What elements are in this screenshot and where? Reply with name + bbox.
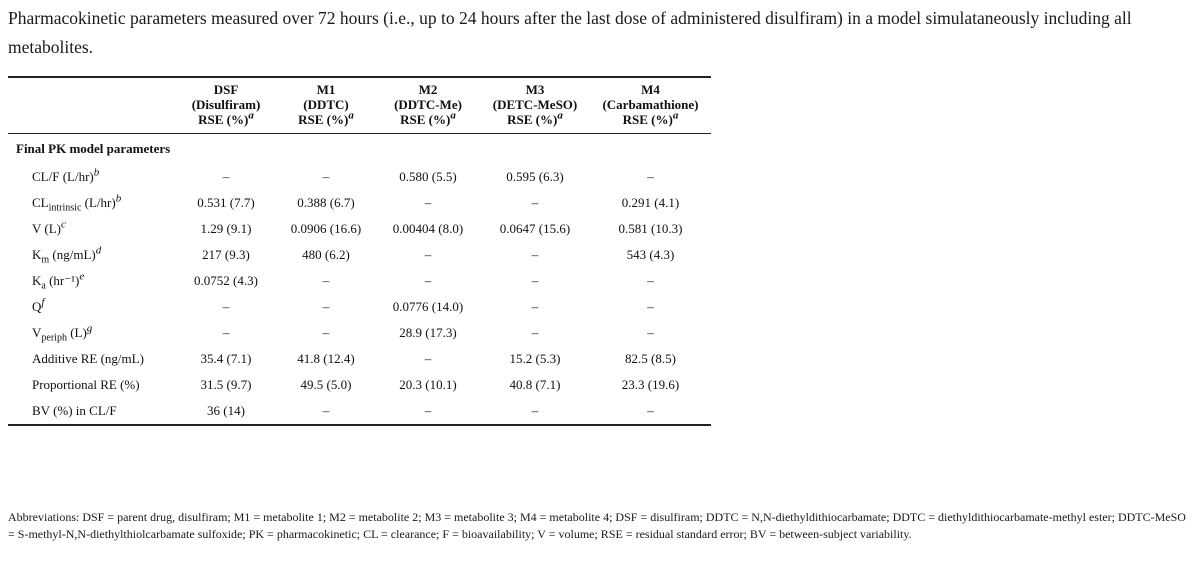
table-cell: 41.8 (12.4): [297, 351, 355, 366]
table-cell: –: [531, 273, 539, 288]
table-cell: 480 (6.2): [302, 247, 350, 262]
header-blank: [8, 77, 176, 134]
table-cell: –: [424, 403, 432, 418]
row-label-sup: f: [41, 296, 45, 309]
row-label-main: V (L): [32, 221, 62, 236]
row-label: [8, 346, 176, 372]
table-cell: –: [531, 299, 539, 314]
column-header: DSF (Disulfiram) RSE (%)$^a$: [191, 82, 261, 127]
table-cell: 0.581 (10.3): [618, 221, 683, 236]
pk-parameters-table: [8, 76, 711, 426]
table-cell: 35.4 (7.1): [200, 351, 252, 366]
table-cell: –: [424, 195, 432, 210]
section-title: Final PK model parameters: [16, 141, 171, 156]
table-cell: –: [531, 195, 539, 210]
row-label-sup: c: [61, 218, 66, 231]
row-label-main: CL: [32, 195, 49, 210]
row-label-sup: g: [86, 322, 93, 335]
row-label: [8, 190, 176, 216]
table-cell: –: [647, 403, 654, 418]
row-label-main: Proportional RE (%): [32, 377, 140, 392]
row-label-sub: periph: [41, 332, 67, 344]
table-row: [8, 242, 711, 268]
row-label: [8, 398, 176, 425]
table-cell: 1.29 (9.1): [200, 221, 252, 236]
table-cell: –: [322, 273, 330, 288]
row-label-main: Additive RE (ng/mL): [32, 351, 144, 366]
table-cell: –: [322, 325, 330, 340]
row-label-main: K: [32, 273, 42, 288]
table-cell: 23.3 (19.6): [621, 377, 680, 392]
row-label-sup: b: [115, 192, 122, 205]
row-label-sub: a: [41, 280, 46, 292]
column-header: M2 (DDTC-Me) RSE (%)$^a$: [394, 82, 462, 127]
table-cell: 28.9 (17.3): [399, 325, 457, 340]
row-label-tail: (hr⁻¹): [45, 273, 80, 288]
table-cell: –: [222, 299, 230, 314]
table-cell: 0.0906 (16.6): [290, 221, 362, 236]
table-cell: –: [322, 403, 330, 418]
table-cell: 31.5 (9.7): [200, 377, 252, 392]
table-cell: 0.00404 (8.0): [392, 221, 464, 236]
row-label-main: V: [32, 325, 42, 340]
table-cell: 0.291 (4.1): [621, 195, 680, 210]
table-cell: –: [222, 169, 230, 184]
row-label: [8, 294, 176, 320]
table-cell: 82.5 (8.5): [625, 351, 676, 366]
table-cell: 36 (14): [207, 403, 245, 418]
row-label-sup: d: [95, 244, 102, 257]
table-cell: –: [647, 169, 654, 184]
table-cell: 0.0776 (14.0): [392, 299, 464, 314]
table-row: [8, 268, 711, 294]
row-label-main: K: [32, 247, 42, 262]
row-label-tail: (L): [66, 325, 87, 340]
table-cell: 0.531 (7.7): [197, 195, 255, 210]
row-label-sup: e: [79, 270, 85, 283]
table-cell: –: [531, 325, 539, 340]
table-row: [8, 164, 711, 190]
row-label-main: Q: [32, 299, 42, 314]
table-cell: –: [647, 325, 654, 340]
table-row: [8, 216, 711, 242]
table-row: [8, 320, 711, 346]
table-cell: –: [322, 169, 330, 184]
table-cell: 49.5 (5.0): [300, 377, 352, 392]
table-cell: –: [647, 299, 654, 314]
table-cell: –: [424, 273, 432, 288]
row-label: [8, 242, 176, 268]
row-label: [8, 320, 176, 346]
row-label-sub: m: [41, 254, 50, 266]
table-row: [8, 294, 711, 320]
column-header: M4 (Carbamathione) RSE (%)$^a$: [602, 82, 699, 127]
table-cell: –: [424, 351, 432, 366]
table-row: [8, 346, 711, 372]
table-cell: 0.388 (6.7): [297, 195, 355, 210]
section-row: [8, 134, 711, 165]
row-label: [8, 216, 176, 242]
table-cell: 543 (4.3): [626, 247, 675, 262]
table-cell: 0.0647 (15.6): [499, 221, 571, 236]
table-cell: 15.2 (5.3): [509, 351, 561, 366]
row-label-tail: (ng/mL): [49, 247, 96, 262]
abbreviations-footnote: Abbreviations: DSF = parent drug, disulfiram; M1 = metabolite 1; M2 = metabolite 2; M3 = metabolite 3; M4 = metabolite 4; DSF = disulfiram; DDTC = N,N-diethyldithiocarbamate; DDTC = diethyldithiocarbamate-methyl ester; DDTC-MeSO = S-methyl-N,N-diethylthiolcarbamate sulfoxide; PK = pharmacokinetic; CL = clearance; F = bioavailability; V = volume; RSE = residual standard error; BV = between-subject variability.: [8, 510, 1186, 541]
table-cell: 0.580 (5.5): [399, 169, 457, 184]
table-cell: 20.3 (10.1): [399, 377, 457, 392]
table-cell: –: [322, 299, 330, 314]
table-row: [8, 372, 711, 398]
table-cell: –: [531, 403, 539, 418]
row-label: [8, 268, 176, 294]
table-cell: –: [647, 273, 654, 288]
column-header: M3 (DETC-MeSO) RSE (%)$^a$: [492, 82, 578, 127]
table-caption: Pharmacokinetic parameters measured over 72 hours (i.e., up to 24 hours after the last dose of administered disulfiram) in a model simulataneously including all metabolites.: [8, 8, 1132, 57]
row-label: [8, 372, 176, 398]
table-row: [8, 398, 711, 425]
table-cell: –: [531, 247, 539, 262]
table-cell: –: [424, 247, 432, 262]
table-cell: 0.595 (6.3): [506, 169, 564, 184]
table-cell: 217 (9.3): [202, 247, 250, 262]
row-label-main: BV (%) in CL/F: [32, 403, 117, 418]
table-cell: 40.8 (7.1): [509, 377, 561, 392]
table-cell: 0.0752 (4.3): [194, 273, 258, 288]
row-label: [8, 164, 176, 190]
row-label-sup: b: [93, 166, 100, 179]
table-cell: –: [222, 325, 230, 340]
row-label-sub: intrinsic: [48, 202, 82, 214]
row-label-tail: (L/hr): [81, 195, 116, 210]
column-header: M1 (DDTC) RSE (%)$^a$: [298, 82, 354, 127]
row-label-main: CL/F (L/hr): [32, 169, 94, 184]
header-row: [8, 77, 711, 134]
table-row: [8, 190, 711, 216]
